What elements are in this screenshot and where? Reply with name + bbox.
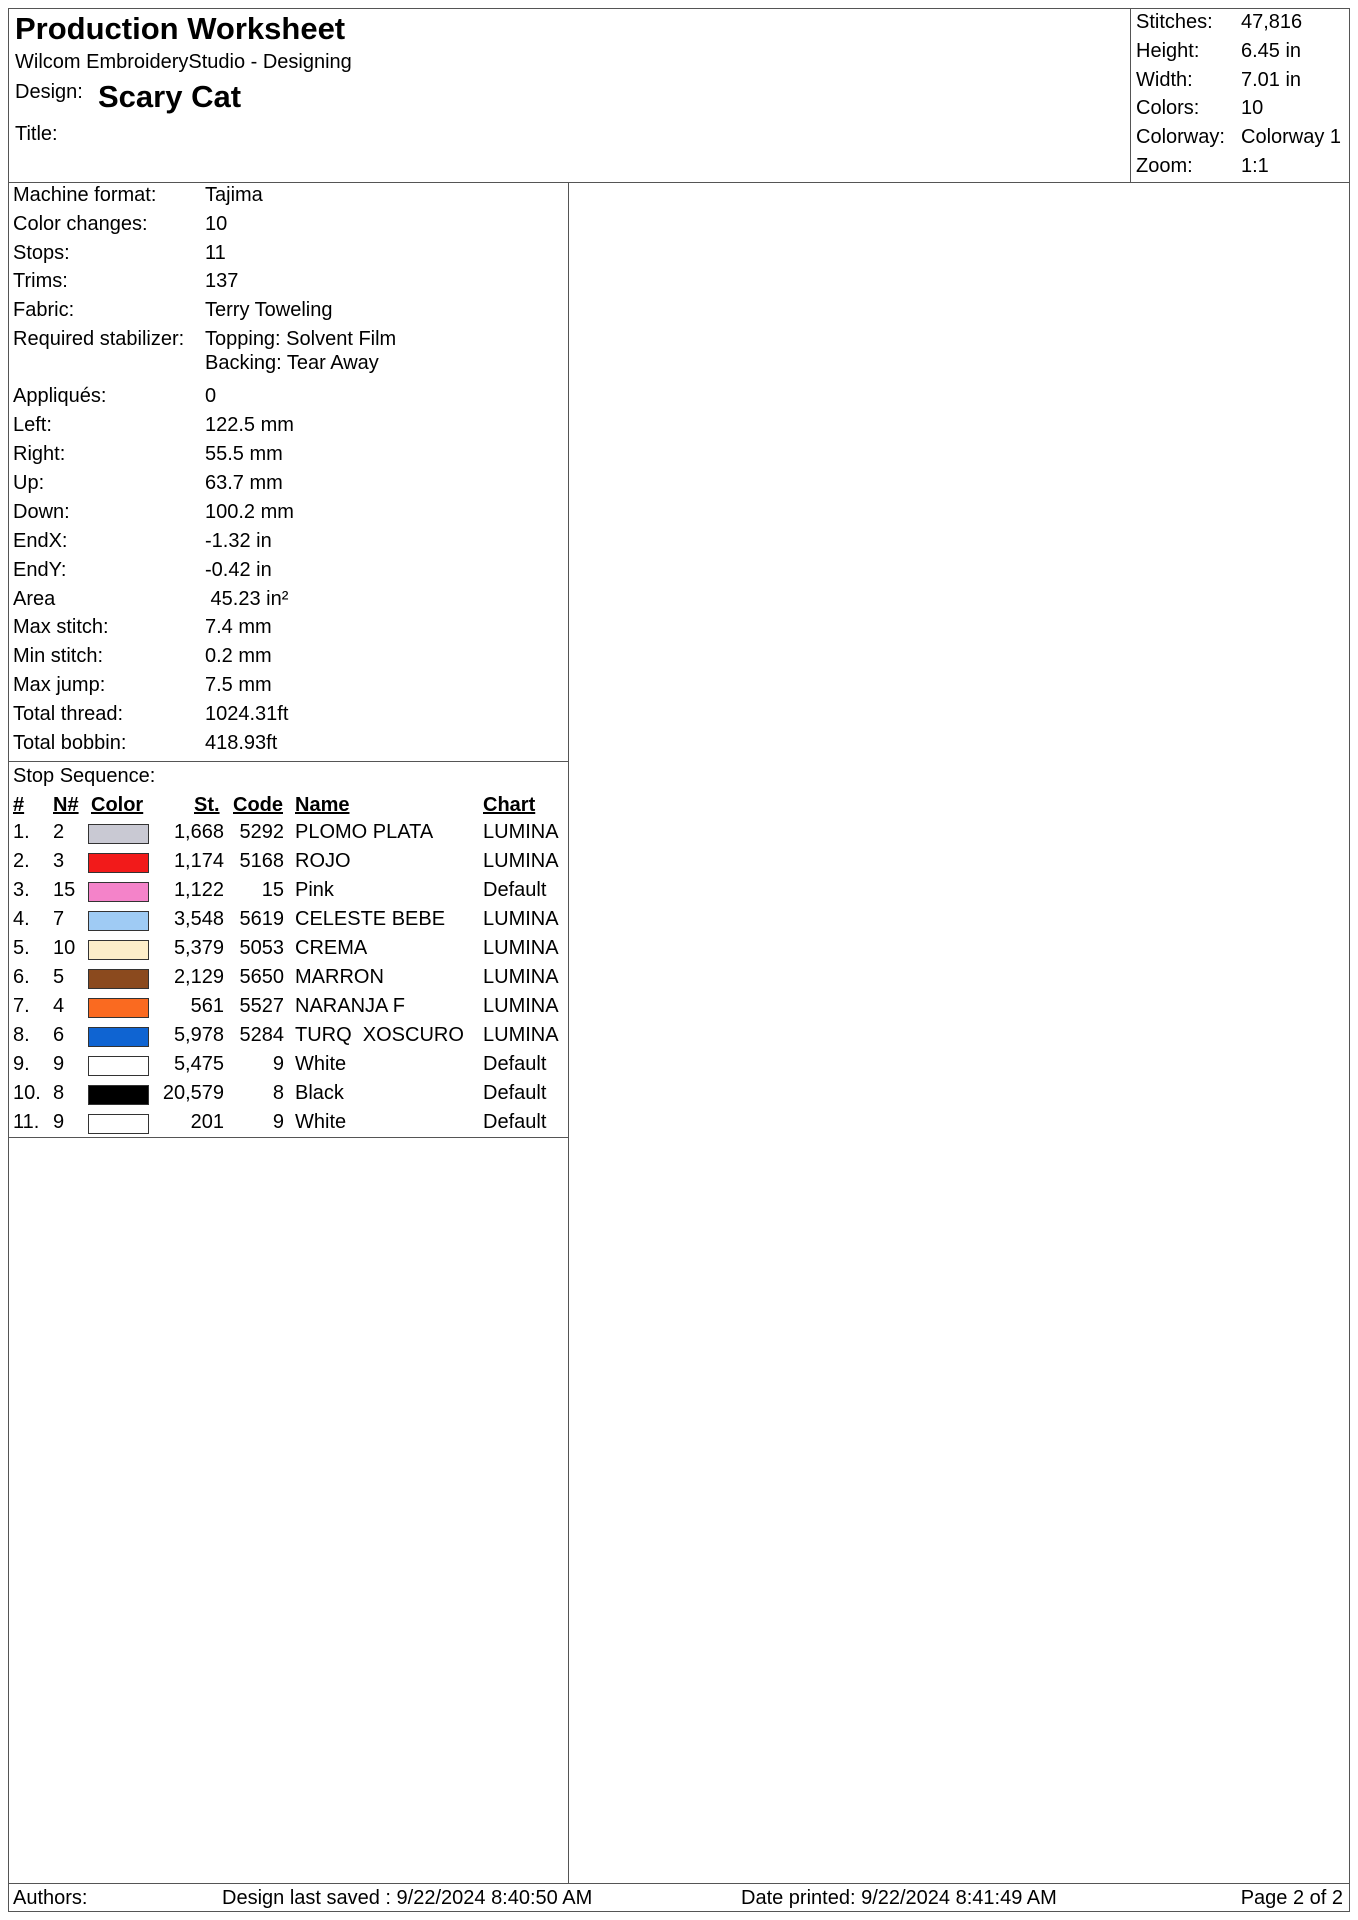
table-row bbox=[9, 850, 568, 879]
cell-stitches: 561 bbox=[190, 995, 224, 1017]
stop-sequence-table bbox=[9, 762, 568, 1138]
cell-number: 8. bbox=[13, 1024, 30, 1046]
cell-name: White bbox=[295, 1111, 347, 1133]
cell-code: 8 bbox=[272, 1082, 284, 1104]
color-swatch bbox=[88, 1114, 149, 1134]
cell-code: 5619 bbox=[239, 908, 284, 930]
footer-page-number: Page 2 of 2 bbox=[1240, 1887, 1343, 1909]
column-header-chart: Chart bbox=[483, 794, 536, 816]
cell-stitches: 20,579 bbox=[162, 1082, 224, 1104]
cell-name: White bbox=[295, 1053, 347, 1075]
cell-number: 6. bbox=[13, 966, 30, 988]
cell-chart: Default bbox=[483, 1111, 547, 1133]
cell-code: 15 bbox=[261, 879, 284, 901]
column-header-name: Name bbox=[295, 794, 350, 816]
cell-needle: 10 bbox=[53, 937, 76, 959]
cell-chart: LUMINA bbox=[483, 966, 559, 988]
cell-code: 5650 bbox=[239, 966, 284, 988]
design-properties: Machine format: Tajima Color changes: 10 Stops: 11 Trims: 137 Fabric: Terry Toweling Required stabilizer: Topping: Solvent Film Backing: Tear Away Appliqués: 0 Left: 122.5 mm Right: 55.5 mm Up: 63.7 mm Down: 100.2 mm EndX: -1.32 in EndY: -0.42 in Area 45.23 in² Max stitch: 7.4 mm Min stitch: 0.2 mm Max jump: 7.5 mm Total thread: 1024.31ft Total bobbin: 418.93ft bbox=[9, 183, 568, 762]
color-swatch bbox=[88, 911, 149, 931]
cell-chart: Default bbox=[483, 1082, 547, 1104]
color-swatch bbox=[88, 940, 149, 960]
cell-needle: 15 bbox=[53, 879, 76, 901]
cell-stitches: 5,978 bbox=[173, 1024, 224, 1046]
footer-authors: Authors: bbox=[13, 1887, 88, 1909]
color-swatch bbox=[88, 1056, 149, 1076]
cell-number: 10. bbox=[13, 1082, 41, 1104]
cell-chart: LUMINA bbox=[483, 937, 559, 959]
cell-stitches: 3,548 bbox=[173, 908, 224, 930]
column-header-number: # bbox=[13, 794, 25, 816]
table-row bbox=[9, 1082, 568, 1111]
cell-chart: Default bbox=[483, 1053, 547, 1075]
title-label: Title: bbox=[15, 123, 58, 145]
cell-code: 9 bbox=[272, 1111, 284, 1133]
cell-name: Pink bbox=[295, 879, 334, 901]
summary-label: Height: bbox=[1136, 40, 1200, 62]
cell-name: MARRON bbox=[295, 966, 384, 988]
cell-name: CREMA bbox=[295, 937, 368, 959]
cell-needle: 7 bbox=[53, 908, 65, 930]
table-row bbox=[9, 1111, 568, 1140]
color-swatch bbox=[88, 969, 149, 989]
cell-stitches: 1,174 bbox=[173, 850, 224, 872]
cell-number: 3. bbox=[13, 879, 30, 901]
worksheet-header bbox=[9, 9, 1349, 183]
cell-chart: Default bbox=[483, 879, 547, 901]
cell-code: 5053 bbox=[239, 937, 284, 959]
column-header-needle: N# bbox=[53, 794, 79, 816]
summary-value: 6.45 in bbox=[1241, 40, 1302, 62]
summary-label: Colors: bbox=[1136, 97, 1200, 119]
table-row bbox=[9, 1024, 568, 1053]
summary-value: 10 bbox=[1241, 97, 1264, 119]
app-name: Wilcom EmbroideryStudio - Designing bbox=[15, 51, 352, 73]
cell-name: Black bbox=[295, 1082, 344, 1104]
table-row bbox=[9, 879, 568, 908]
table-row bbox=[9, 1053, 568, 1082]
color-swatch bbox=[88, 1027, 149, 1047]
color-swatch bbox=[88, 882, 149, 902]
summary-label: Zoom: bbox=[1136, 155, 1193, 177]
cell-stitches: 2,129 bbox=[173, 966, 224, 988]
cell-needle: 9 bbox=[53, 1111, 65, 1133]
summary-value: 7.01 in bbox=[1241, 69, 1302, 91]
design-summary-panel bbox=[1130, 9, 1349, 182]
cell-stitches: 1,668 bbox=[173, 821, 224, 843]
cell-number: 2. bbox=[13, 850, 30, 872]
table-row bbox=[9, 937, 568, 966]
cell-number: 11. bbox=[13, 1111, 40, 1133]
summary-value: Colorway 1 bbox=[1241, 126, 1342, 148]
details-column bbox=[9, 183, 569, 1883]
cell-needle: 2 bbox=[53, 821, 65, 843]
cell-chart: LUMINA bbox=[483, 821, 559, 843]
cell-code: 5168 bbox=[239, 850, 284, 872]
cell-chart: LUMINA bbox=[483, 1024, 559, 1046]
cell-stitches: 5,379 bbox=[173, 937, 224, 959]
column-header-color: Color bbox=[91, 794, 144, 816]
cell-stitches: 1,122 bbox=[173, 879, 224, 901]
cell-code: 9 bbox=[272, 1053, 284, 1075]
column-header-code: Code bbox=[233, 794, 283, 816]
cell-name: ROJO bbox=[295, 850, 351, 872]
cell-needle: 8 bbox=[53, 1082, 65, 1104]
summary-label: Colorway: bbox=[1136, 126, 1225, 148]
page-title: Production Worksheet bbox=[15, 11, 346, 46]
summary-label: Width: bbox=[1136, 69, 1193, 91]
design-name: Scary Cat bbox=[98, 79, 242, 114]
color-swatch bbox=[88, 853, 149, 873]
summary-value: 47,816 bbox=[1241, 11, 1303, 33]
cell-stitches: 201 bbox=[190, 1111, 224, 1133]
cell-number: 7. bbox=[13, 995, 30, 1017]
cell-number: 1. bbox=[13, 821, 30, 843]
color-swatch bbox=[88, 824, 149, 844]
table-row bbox=[9, 995, 568, 1024]
cell-needle: 4 bbox=[53, 995, 65, 1017]
cell-code: 5527 bbox=[239, 995, 284, 1017]
cell-needle: 9 bbox=[53, 1053, 65, 1075]
cell-chart: LUMINA bbox=[483, 850, 559, 872]
table-row bbox=[9, 821, 568, 850]
stop-sequence-label: Stop Sequence: bbox=[13, 765, 156, 787]
cell-needle: 6 bbox=[53, 1024, 65, 1046]
cell-code: 5292 bbox=[239, 821, 284, 843]
color-swatch bbox=[88, 998, 149, 1018]
cell-name: NARANJA F bbox=[295, 995, 406, 1017]
cell-chart: LUMINA bbox=[483, 908, 559, 930]
cell-name: PLOMO PLATA bbox=[295, 821, 434, 843]
table-row bbox=[9, 966, 568, 995]
cell-number: 9. bbox=[13, 1053, 30, 1075]
summary-label: Stitches: bbox=[1136, 11, 1213, 33]
cell-number: 5. bbox=[13, 937, 30, 959]
footer-date-printed: Date printed: 9/22/2024 8:41:49 AM bbox=[741, 1887, 1057, 1909]
cell-code: 5284 bbox=[239, 1024, 284, 1046]
cell-number: 4. bbox=[13, 908, 30, 930]
cell-stitches: 5,475 bbox=[173, 1053, 224, 1075]
color-swatch bbox=[88, 1085, 149, 1105]
worksheet-page bbox=[8, 8, 1350, 1912]
cell-needle: 5 bbox=[53, 966, 65, 988]
table-row bbox=[9, 908, 568, 937]
cell-chart: LUMINA bbox=[483, 995, 559, 1017]
page-footer bbox=[9, 1883, 1349, 1911]
footer-last-saved: Design last saved : 9/22/2024 8:40:50 AM bbox=[222, 1887, 593, 1909]
cell-name: CELESTE BEBE bbox=[295, 908, 446, 930]
cell-needle: 3 bbox=[53, 850, 65, 872]
summary-value: 1:1 bbox=[1241, 155, 1269, 177]
cell-name: TURQ XOSCURO bbox=[295, 1024, 464, 1046]
design-label: Design: bbox=[15, 81, 83, 103]
column-header-stitches: St. bbox=[194, 794, 220, 816]
